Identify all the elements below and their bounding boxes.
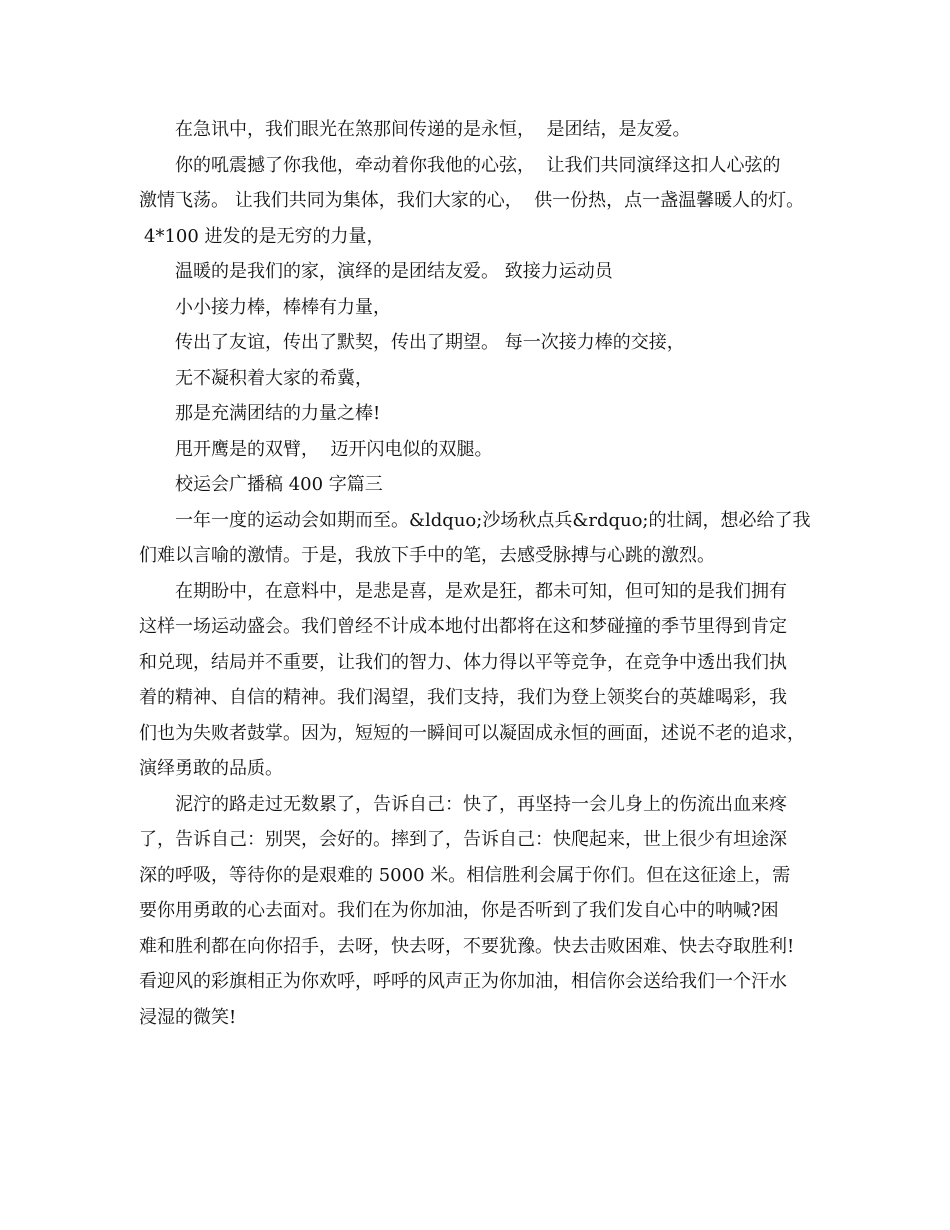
text-line: 这样一场运动盛会。我们曾经不计成本地付出都将在这和梦碰撞的季节里得到肯定 [139,616,787,637]
text-line: 和兑现，结局并不重要，让我们的智力、体力得以平等竞争，在竞争中透出我们执 [139,652,787,673]
text-line: 着的精神、自信的精神。我们渴望，我们支持，我们为登上领奖台的英雄喝彩，我 [139,687,787,708]
text-line: 你的吼震撼了你我他，牵动着你我他的心弦， 让我们共同演绎这扣人心弦的 [175,155,781,176]
text-line: 甩开鹰是的双臂， 迈开闪电似的双腿。 [175,439,493,460]
text-line: 一年一度的运动会如期而至。&ldquo;沙场秋点兵&rdquo;的壮阔，想必给了我 [175,510,811,531]
text-line: 传出了友谊，传出了默契，传出了期望。 每一次接力棒的交接， [175,332,685,353]
text-line: 4*100 进发的是无穷的力量， [144,226,385,247]
text-line: 在急讯中，我们眼光在煞那间传递的是永恒， 是团结，是友爱。 [175,119,691,140]
text-line: 无不凝积着大家的希冀， [175,368,373,389]
text-line: 们也为失败者鼓掌。因为，短短的一瞬间可以凝固成永恒的画面，述说不老的追求， [139,723,805,744]
text-line: 演绎勇敢的品质。 [139,758,283,779]
text-line: 了，告诉自己：别哭，会好的。摔到了，告诉自己：快爬起来，世上很少有坦途深 [139,829,787,850]
text-line: 那是充满团结的力量之棒! [175,403,381,424]
text-line: 看迎风的彩旗相正为你欢呼，呼呼的风声正为你加油，相信你会送给我们一个汗水 [139,971,787,992]
text-line: 温暖的是我们的家，演绎的是团结友爱。 致接力运动员 [175,261,613,282]
text-line: 们难以言喻的激情。于是，我放下手中的笔，去感受脉搏与心跳的激烈。 [139,545,715,566]
text-line: 深的呼吸，等待你的是艰难的 5000 米。相信胜利会属于你们。但在这征途上，需 [139,865,791,886]
text-line: 浸湿的微笑! [139,1007,237,1028]
text-line: 激情飞荡。 让我们共同为集体，我们大家的心， 供一份热，点一盏温馨暖人的灯。 [139,190,805,211]
text-line: 泥泞的路走过无数累了，告诉自己：快了，再坚持一会儿身上的伤流出血来疼 [175,794,787,815]
text-line: 在期盼中，在意料中，是悲是喜，是欢是狂，都未可知，但可知的是我们拥有 [175,581,787,602]
text-line: 要你用勇敢的心去面对。我们在为你加油，你是否听到了我们发自心中的呐喊?困 [139,900,779,921]
section-heading: 校运会广播稿 400 字篇三 [175,474,383,495]
text-line: 难和胜利都在向你招手，去呀，快去呀，不要犹豫。快去击败困难、快去夺取胜利! [139,936,795,957]
text-line: 小小接力棒，棒棒有力量， [175,297,391,318]
